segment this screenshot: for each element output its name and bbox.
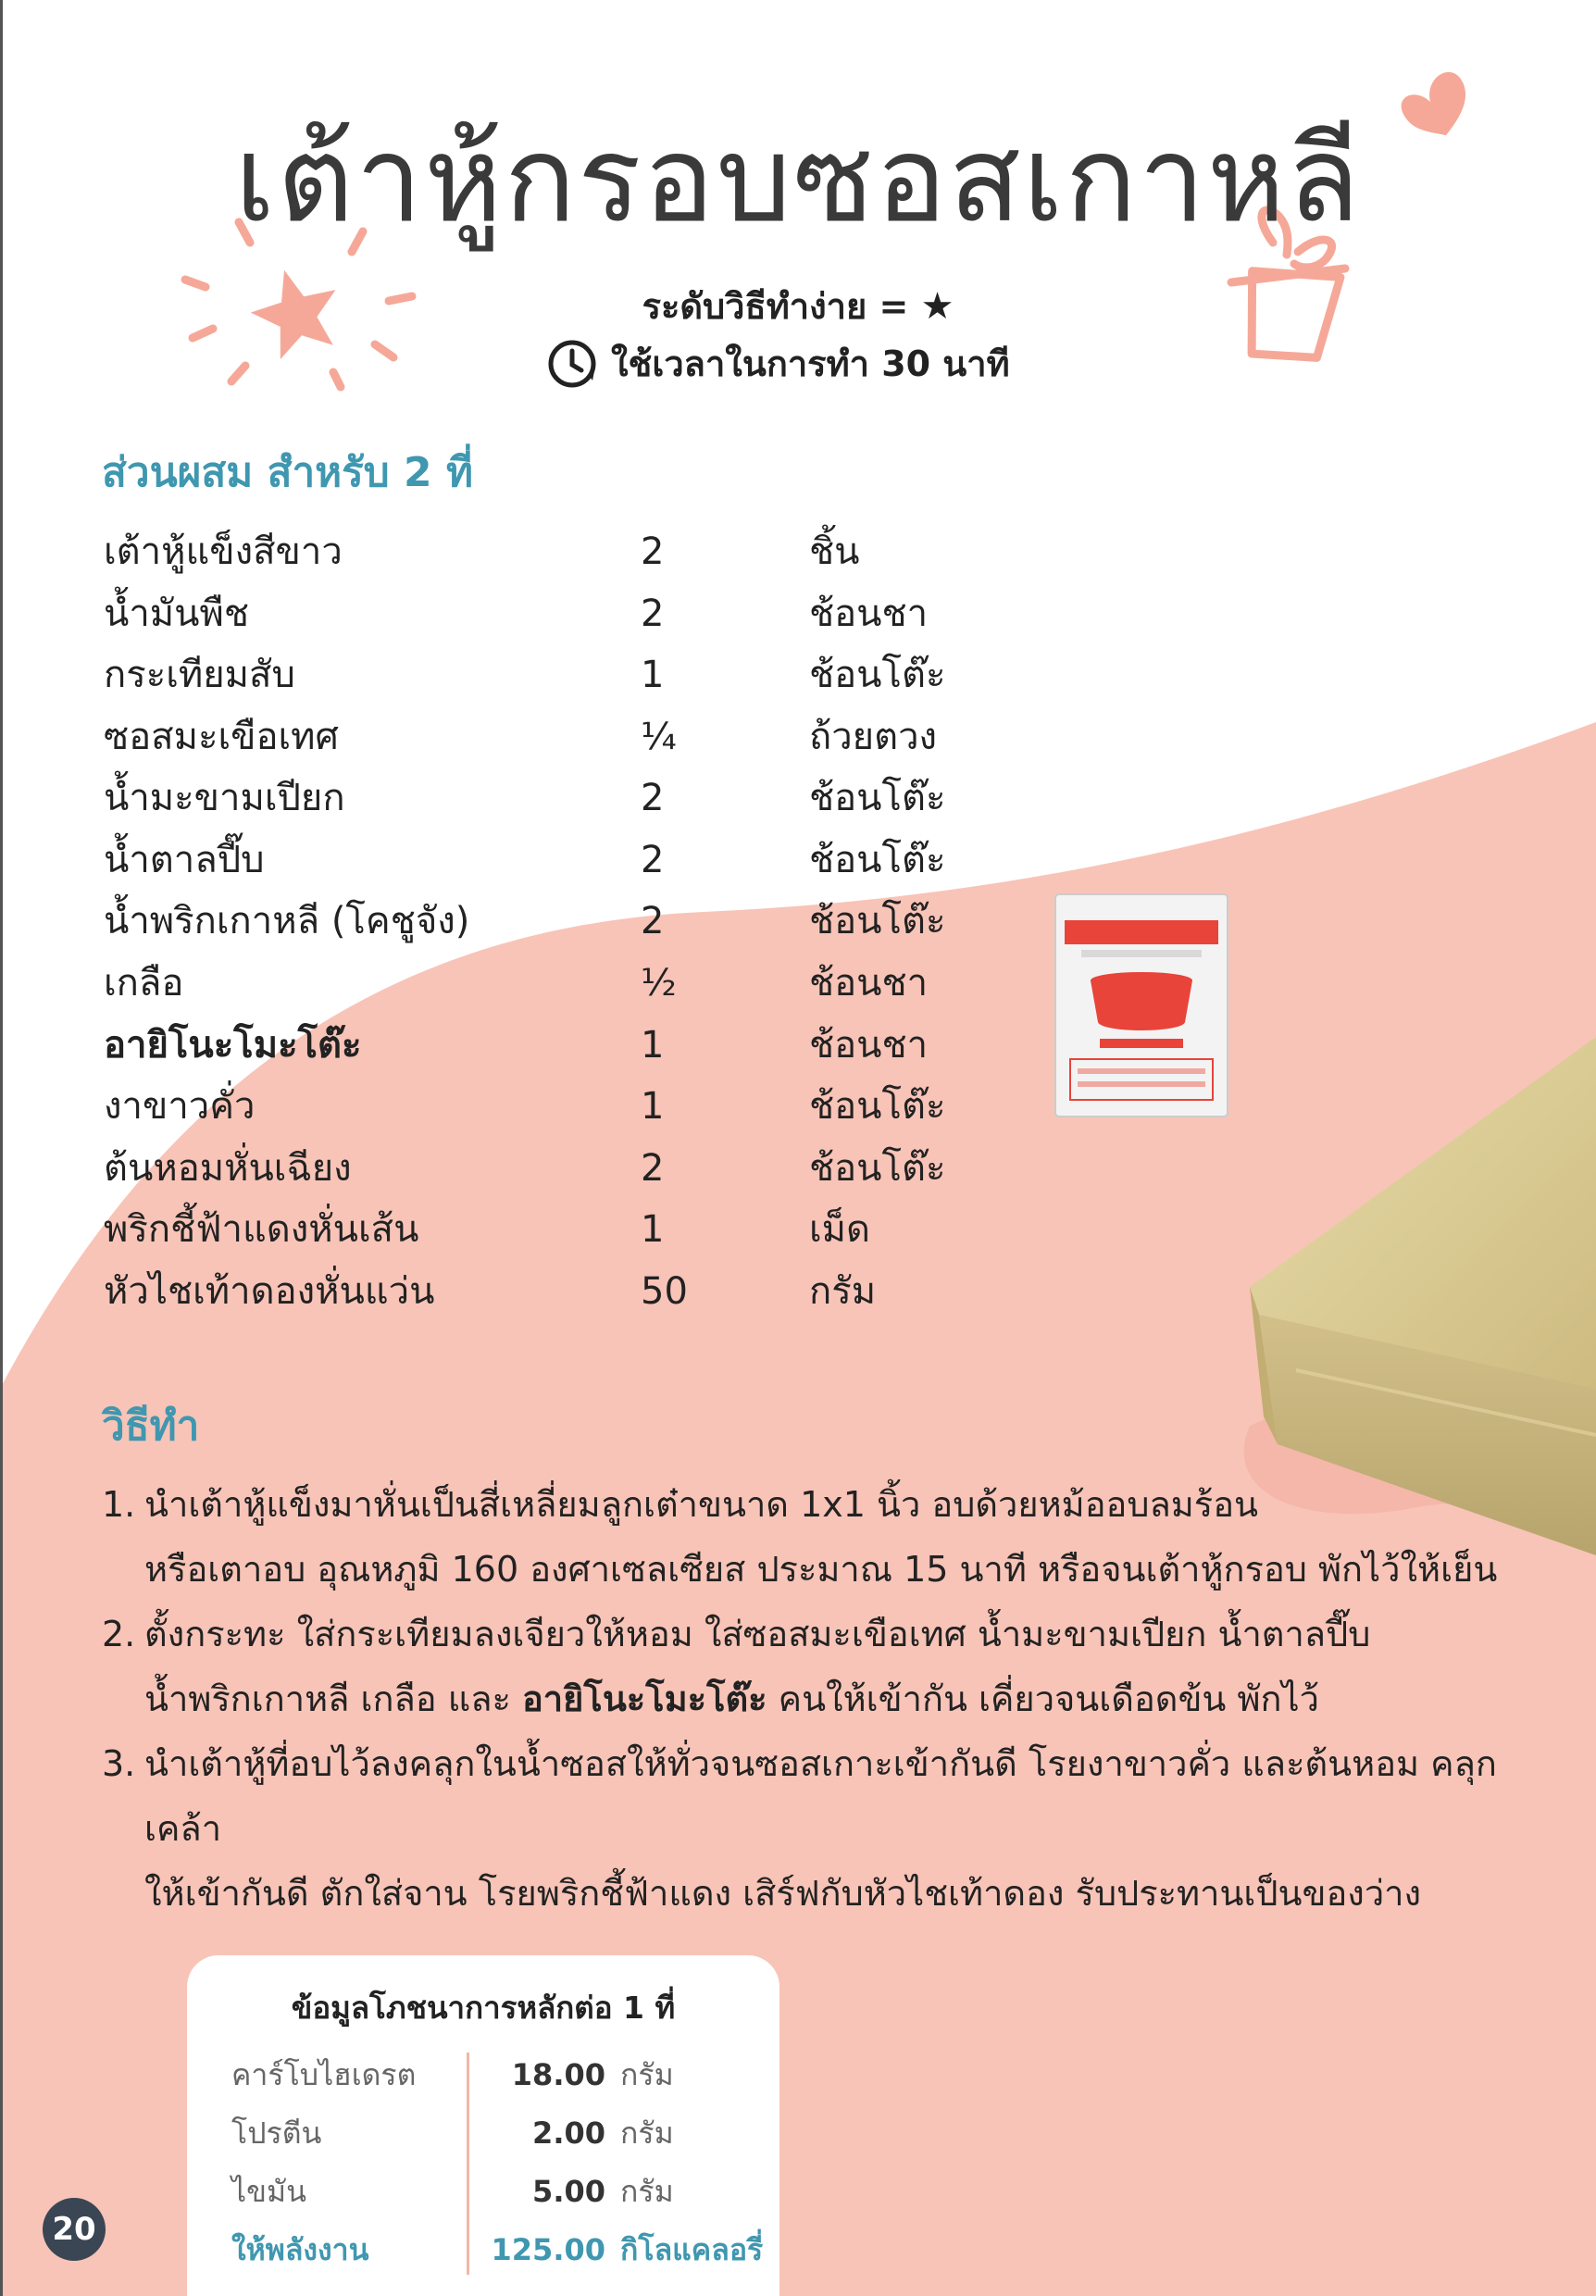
nutrition-label: คาร์โบไฮเดรต: [231, 2057, 417, 2092]
ingredient-unit: ช้อนชา: [809, 962, 929, 1004]
method-step: [102, 1602, 1546, 1731]
ingredient-row: [104, 1261, 1029, 1322]
step-text: [144, 1602, 1546, 1731]
method-step: [102, 1472, 1546, 1602]
nutrition-row: [231, 2110, 768, 2156]
ingredient-qty: ¼: [641, 716, 677, 758]
ingredient-name: อายิโนะโมะโต๊ะ: [104, 1024, 362, 1067]
ingredient-unit: เม็ด: [809, 1208, 871, 1251]
ingredient-unit: ช้อนโต๊ะ: [809, 777, 946, 819]
star-icon: ★: [920, 285, 954, 328]
ingredient-unit: ช้อนโต๊ะ: [809, 1147, 946, 1190]
page-border: [0, 0, 3, 2296]
step-line: ให้เข้ากันดี ตักใส่จาน โรยพริกชี้ฟ้าแดง เสิร์ฟกับหัวไชเท้าดอง รับประทานเป็นของว่าง: [144, 1873, 1422, 1914]
nutrition-value: 5.00: [532, 2174, 605, 2209]
nutrition-value: 2.00: [532, 2115, 605, 2151]
step-text-part: คนให้เข้ากัน เคี่ยวจนเดือดข้น พักไว้: [767, 1678, 1319, 1719]
clock-icon: [546, 338, 598, 390]
ingredient-qty: 2: [641, 777, 665, 819]
nutrition-row: [231, 2168, 768, 2215]
step-line: ตั้งกระทะ ใส่กระเทียมลงเจียวให้หอม ใส่ซอสมะเขือเทศ น้ำมะขามเปียก น้ำตาลปี๊บ: [144, 1614, 1371, 1654]
ingredient-row: [104, 706, 1029, 767]
nutrition-unit: กิโลแคลอรี่: [620, 2232, 764, 2267]
ingredient-name: ต้นหอมหั่นเฉียง: [104, 1147, 352, 1190]
ingredient-row: [104, 644, 1029, 705]
nutrition-unit: กรัม: [620, 2057, 674, 2092]
ingredient-unit: ชิ้น: [809, 530, 860, 573]
ajinomoto-package-image: [1054, 892, 1229, 1118]
step-line: นำเต้าหู้แข็งมาหั่นเป็นสี่เหลี่ยมลูกเต๋าขนาด 1x1 นิ้ว อบด้วยหม้ออบลมร้อน: [144, 1484, 1259, 1525]
ingredient-unit: ช้อนโต๊ะ: [809, 654, 946, 696]
ingredient-row: [104, 891, 1029, 952]
step-text-part: น้ำพริกเกาหลี เกลือ และ: [144, 1678, 522, 1719]
ingredient-name: น้ำตาลปี๊บ: [104, 839, 265, 881]
step-text-bold-ajinomoto: อายิโนะโมะโต๊ะ: [521, 1678, 767, 1719]
ingredient-qty: 1: [641, 654, 665, 696]
nutrition-row-energy: [231, 2227, 768, 2273]
ingredient-name: น้ำมันพืช: [104, 593, 250, 635]
nutrition-unit: กรัม: [620, 2174, 674, 2209]
ingredient-unit: ถ้วยตวง: [809, 716, 938, 758]
time-label: ใช้เวลาในการทำ 30 นาที: [611, 343, 1010, 384]
nutrition-heading: ข้อมูลโภชนาการหลักต่อ 1 ที่: [291, 1990, 676, 2026]
ingredient-row: [104, 953, 1029, 1014]
ingredient-qty: 2: [641, 530, 665, 573]
ingredient-unit: กรัม: [809, 1270, 877, 1313]
difficulty-line: [0, 278, 1596, 334]
step-line: [144, 1666, 1546, 1731]
ingredient-row: [104, 767, 1029, 829]
ingredient-qty: 2: [641, 593, 665, 635]
ingredient-unit: ช้อนโต๊ะ: [809, 900, 946, 942]
ingredient-qty: 2: [641, 1147, 665, 1190]
page-number: 20: [43, 2198, 106, 2261]
ingredient-row: [104, 830, 1029, 891]
recipe-title: เต้าหู้กรอบซอสเกาหลี: [234, 111, 1362, 249]
ingredient-unit: ช้อนชา: [809, 593, 929, 635]
ingredient-qty: 50: [641, 1270, 688, 1313]
step-number: 2.: [102, 1614, 136, 1654]
nutrition-row: [231, 2052, 768, 2098]
nutrition-value: 18.00: [511, 2057, 605, 2092]
ingredient-qty: 1: [641, 1208, 665, 1251]
method-heading: วิธีทำ: [102, 1403, 200, 1450]
ingredient-unit: ช้อนโต๊ะ: [809, 1085, 946, 1128]
step-line: หรือเตาอบ อุณหภูมิ 160 องศาเซลเซียส ประมาณ 15 นาที หรือจนเต้าหู้กรอบ พักไว้ให้เย็น: [144, 1549, 1498, 1590]
ingredient-name: น้ำมะขามเปียก: [104, 777, 345, 819]
method-step: [102, 1731, 1546, 1926]
nutrition-label: ให้พลังงาน: [231, 2232, 369, 2267]
ingredient-name: ซอสมะเขือเทศ: [104, 716, 339, 758]
step-line: นำเต้าหู้ที่อบไว้ลงคลุกในน้ำซอสให้ทั่วจนซอสเกาะเข้ากันดี โรยงาขาวคั่ว และต้นหอม คลุกเคล้า: [144, 1743, 1497, 1849]
nutrition-card: [187, 1955, 779, 2296]
ingredient-qty: 1: [641, 1024, 665, 1067]
ingredient-row: [104, 1199, 1029, 1260]
ingredient-qty: 1: [641, 1085, 665, 1128]
ingredient-row: [104, 521, 1029, 582]
step-number: 3.: [102, 1743, 136, 1784]
ingredient-qty: 2: [641, 839, 665, 881]
ingredient-qty: 2: [641, 900, 665, 942]
ingredients-heading: ส่วนผสม สำหรับ 2 ที่: [102, 449, 473, 496]
ingredient-name: พริกชี้ฟ้าแดงหั่นเส้น: [104, 1208, 419, 1251]
step-number: 1.: [102, 1484, 136, 1525]
ingredient-qty: ½: [641, 962, 677, 1004]
ingredient-row: [104, 1138, 1029, 1199]
nutrition-label: ไขมัน: [231, 2174, 306, 2209]
ingredient-row: [104, 1076, 1029, 1137]
ingredient-name: เต้าหู้แข็งสีขาว: [104, 530, 343, 573]
ingredient-unit: ช้อนชา: [809, 1024, 929, 1067]
ingredient-name: งาขาวคั่ว: [104, 1085, 256, 1128]
time-line: [546, 335, 1010, 392]
nutrition-unit: กรัม: [620, 2115, 674, 2151]
method-steps: [102, 1472, 1546, 1926]
ingredient-name: หัวไชเท้าดองหั่นแว่น: [104, 1270, 435, 1313]
ingredient-name: น้ำพริกเกาหลี (โคชูจัง): [104, 900, 470, 942]
step-text: [144, 1731, 1546, 1926]
ingredient-row-ajinomoto: [104, 1015, 1029, 1076]
nutrition-label: โปรตีน: [231, 2115, 322, 2151]
ingredient-name: เกลือ: [104, 962, 184, 1004]
ingredient-name: กระเทียมสับ: [104, 654, 295, 696]
nutrition-value: 125.00: [491, 2232, 605, 2267]
step-text: [144, 1472, 1546, 1602]
difficulty-label: ระดับวิธีทำง่าย =: [642, 286, 909, 327]
ingredient-row: [104, 583, 1029, 644]
ingredient-unit: ช้อนโต๊ะ: [809, 839, 946, 881]
